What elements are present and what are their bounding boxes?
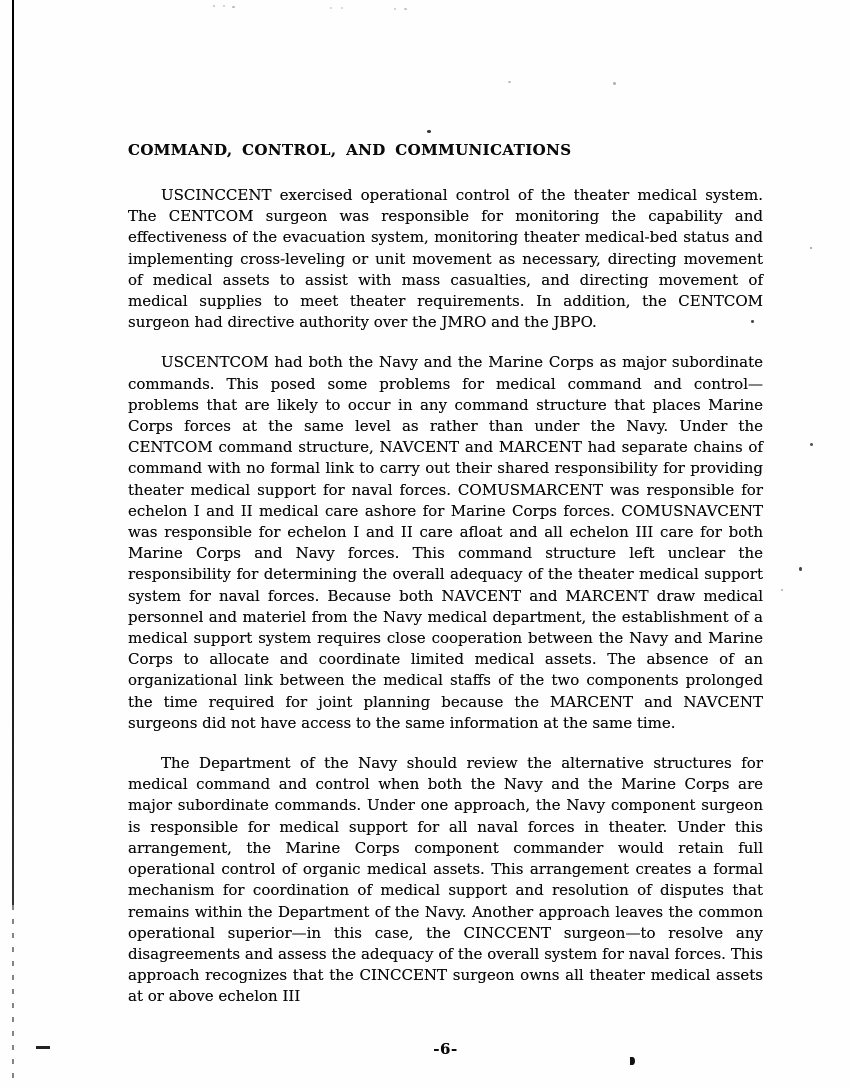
scan-blob-mark [630,1057,635,1065]
paragraph-navy-review: The Department of the Navy should review the alternative structures for medical command and control when both the Navy and the Marine Corps are major subordinate commands. Under one approach, the Navy component surgeon is responsible for medical support for all naval forces in theater. Under this arrangement, the Marine Corps component commander would retain full operational control of organic medical assets. This arrangement creates a formal mechanism for coordination of medical support and resolution of disputes that remains within the Department of the Navy. Another approach leaves the common operational superior—in this case, the CINCCENT surgeon—to resolve any disagreements and assess the adequacy of the overall system for naval forces. This approach recognizes that the CINCCENT surgeon owns all theater medical assets at or above echelon III [128,754,763,1006]
page-number: -6- [433,1040,458,1058]
scan-speck [810,443,813,446]
scan-speck [330,7,332,9]
scan-speck [751,320,754,323]
binding-edge-line-faded [12,905,14,1087]
scan-speck [223,5,225,7]
paragraph-command-control: USCINCCENT exercised operational control of the theater medical system. The CENTCOM surgeon was responsible for monitoring the capability and effectiveness of the evacuation system, monitoring theater medical-bed status and implementing cross-leveling or unit movement as necessary, directing movement of medical assets to assist with mass casualties, and directing movement of medical supplies to meet theater requirements. In addition, the CENTCOM surgeon had directive authority over the JMRO and the JBPO. [128,186,763,332]
scan-speck [213,5,215,7]
scan-speck [799,567,802,571]
page-content [128,140,763,1008]
scan-speck [394,8,396,10]
scan-speck [427,130,431,133]
scan-speck [508,81,511,83]
scan-speck [781,589,783,591]
scan-speck [341,7,343,9]
scan-speck [613,82,616,85]
scan-speck [404,8,407,10]
scan-speck [232,6,235,8]
paragraph-uscentcom-commands: USCENTCOM had both the Navy and the Marine Corps as major subordinate commands. This posed some problems for medical command and control— problems that are likely to occur in any command structure that places Marine Corps forces at the same level as rather than under the Navy. Under the CENTCOM command structure, NAVCENT and MARCENT had separate chains of command with no formal link to carry out their shared responsibility for providing theater medical support for naval forces. COMUSMARCENT was responsible for echelon I and II medical care ashore for Marine Corps forces. COMUSNAVCENT was responsible for echelon I and II care afloat and all echelon III care for both Marine Corps and Navy forces. This command structure left unclear the responsibility for determining the overall adequacy of the theater medical support system for naval forces. Because both NAVCENT and MARCENT draw medical personnel and materiel from the Navy medical department, the establishment of a medical support system requires close cooperation between the Navy and Marine Corps to allocate and coordinate limited medical assets. The absence of an organizational link between the medical staffs of the two components prolonged the time required for joint planning because the MARCENT and NAVCENT surgeons did not have access to the same information at the same time. [128,353,763,732]
scan-dash-mark [36,1046,50,1049]
scan-speck [810,247,812,249]
section-heading: COMMAND, CONTROL, AND COMMUNICATIONS [128,141,572,159]
binding-edge-line [12,0,14,905]
